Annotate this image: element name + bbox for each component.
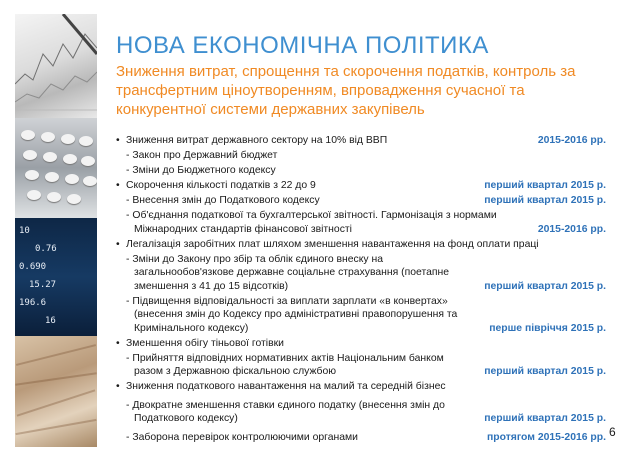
stock-ticker-photo [15,218,97,336]
item-text: - Заборона перевірок контролюючими органами [116,431,477,445]
sub-list-item [116,149,606,163]
sub-list-item [116,253,606,294]
ticker-value: 0.76 [35,244,57,254]
policy-list [116,134,606,446]
sub-list-item [116,164,606,178]
list-item [116,337,606,351]
item-text: • Зменшення обігу тіньової готівки [116,337,606,351]
item-text: - Об'єднання податкової та бухгалтерської звітності. Гармонізація з нормами Міжнародних стандартів фінансової звітності [116,209,528,236]
ticker-value: 196.6 [19,298,47,308]
sub-list-item [116,399,606,426]
item-text: • Легалізація заробітних плат шляхом зменшення навантаження на фонд оплати праці [116,238,606,252]
item-period: 2015-2016 рр. [537,135,606,146]
item-text: - Закон про Державний бюджет [116,149,606,163]
sub-list-item [116,295,606,336]
item-text: - Внесення змін до Податкового кодексу [116,194,474,208]
item-text: - Двократне зменшення ставки єдиного податку (внесення змін до Податкового кодексу) [116,399,474,426]
ticker-value: 10 [19,226,30,236]
item-text: • Скорочення кількості податків з 22 до 9 [116,179,474,193]
chart-photo [15,14,97,118]
sub-list-item [116,431,606,445]
banknotes-photo [15,336,97,447]
item-text: • Зниження податкового навантаження на малий та середній бізнес [116,380,606,394]
list-item [116,380,606,394]
chart-lines-graphic [15,14,97,118]
page-number: 6 [609,425,616,439]
item-period: протягом 2015-2016 рр. [487,431,606,443]
ticker-value: 0.690 [19,262,47,272]
item-text: - Прийняття відповідних нормативних актів Національним банком разом з Державною фіскальною службою [116,352,474,379]
item-period: перший квартал 2015 р. [484,180,606,191]
calculator-photo [15,118,97,218]
page-subtitle: Зниження витрат, спрощення та скорочення податків, контроль за трансфертним ціноутворенням, впровадження сучасної та конкурентної системи державних закупівель [116,63,576,118]
item-text: - Зміни до Закону про збір та облік єдиного внеску на загальнообов'язкове державне соціальне страхування (поетапне зменшення з 41 до 15 відсотків) [116,253,474,294]
item-text: • Зниження витрат державного сектору на 10% від ВВП [116,134,528,148]
photo-strip [15,14,97,447]
item-period: перший квартал 2015 р. [484,366,606,377]
sub-list-item [116,194,606,208]
item-period: 2015-2016 рр. [537,223,606,235]
list-item [116,238,606,252]
item-period: перший квартал 2015 р. [484,195,606,206]
ticker-value: 16 [45,316,56,326]
page-title: НОВА ЕКОНОМІЧНА ПОЛІТИКА [116,32,489,59]
item-period: перше півріччя 2015 р. [489,322,606,334]
item-text: - Підвищення відповідальності за виплати зарплати «в конвертах» (внесення змін до Кодексу про адміністративні правопорушення та Кримінального кодексу) [116,295,479,336]
item-period: перший квартал 2015 р. [484,413,606,424]
list-item [116,179,606,193]
item-text: - Зміни до Бюджетного кодексу [116,164,606,178]
list-item [116,134,606,148]
sub-list-item [116,352,606,379]
ticker-value: 15.27 [29,280,57,290]
item-period: перший квартал 2015 р. [484,280,606,292]
sub-list-item [116,209,606,236]
